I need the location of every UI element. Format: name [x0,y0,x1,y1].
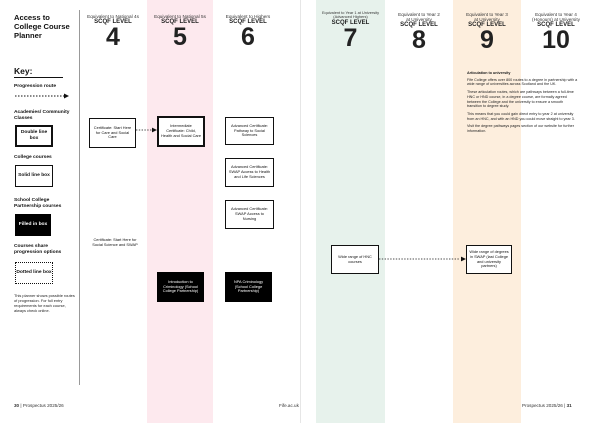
footer-right [522,403,572,408]
key-heading: Key: [14,66,33,76]
column-header-level-6 [215,14,281,50]
course-box-intermediate-child-health [157,116,205,147]
column-equivalent: Equivalent to Year 4 (Honours) at University [532,12,580,23]
key-separator [79,10,80,385]
column-equivalent: Equivalent to National 5s [154,14,206,19]
course-box-pathway-social-sciences [225,117,274,145]
key-double-box-text: Double line box [20,130,48,141]
course-box-swap-health-life-sciences [225,158,274,187]
course-box-introduction-criminology [157,272,204,302]
column-level-label: SCQF LEVEL [161,19,199,26]
column-level-label: SCQF LEVEL [400,22,438,29]
articulation-paragraph: Visit the degree pathways pages section of our website for further information. [467,124,574,134]
column-level-label: SCQF LEVEL [331,19,370,26]
articulation-paragraph: Fife College offers over 800 routes to a degree in partnership with a wide range of universities across Scotland and the UK. [467,77,578,87]
course-box-swap-nursing [225,200,274,229]
course-name: Advanced Certificate: Pathway to Social Sciences [231,122,268,138]
column-level-number: 9 [480,26,494,55]
course-name: Advanced Certificate: SWAP Access to Nursing [231,206,268,221]
page-number-left: 30 [14,403,20,408]
key-solid-box [15,165,53,187]
footer-left [14,403,64,408]
page-gutter [300,0,301,423]
footer-prospectus-left: | Prospectus 2025/26 [20,403,64,408]
key-filled-box-text: Filled in box [18,222,48,227]
articulation-info [467,71,579,137]
key-double-box [15,125,53,147]
course-box-degrees-swap [466,245,512,274]
key-dotted-box [15,262,53,284]
column-header-level-9 [455,12,519,53]
column-level-number: 10 [542,26,570,55]
column-equivalent: Equivalent to Year 2 at University [398,12,440,23]
column-header-level-5 [147,14,213,50]
articulation-paragraph: These articulation routes, which are pathways between a full-time HNC or HND course, in a degree course, are formally agreed between the College and the university to ensure a smooth transition to degree study. [467,90,574,109]
articulation-heading: Articulation to university [467,71,511,75]
key-solid-box-text: Solid line box [18,173,50,178]
column-header-level-4 [80,14,146,50]
column-level-label: SCQF LEVEL [537,22,575,29]
key-partnership-label: School College Partnership courses [14,198,62,209]
column-level-number: 7 [343,23,358,52]
key-dotted-box-text: Dotted line box [16,270,52,275]
course-name: NPA Criminology (School College Partnership) [233,278,264,294]
key-academies-label: Academies/ Community Classes [14,110,70,121]
column-header-level-8 [389,12,449,53]
progression-arrow-4-to-5 [135,127,159,133]
column-equivalent: Equivalent to Year 1 at University (Advanced Highers) [321,10,380,20]
column-header-level-10 [525,12,587,53]
key-note: This planner shows possible routes of progression. For full entry requirements for each course, always check online. [14,293,75,313]
column-equivalent: Equivalent to National 4s [87,14,139,19]
key-filled-box [15,214,51,236]
key-college-label: College courses [14,155,52,160]
course-name: Wide range of HNC courses [338,253,372,264]
column-level-label: SCQF LEVEL [229,19,267,26]
page-number-right: 31 [566,403,572,408]
column-level-number: 8 [412,26,426,55]
column-equivalent: Equivalent to Highers [225,14,271,19]
column-bg-level-9 [453,0,521,423]
course-box-start-here-care [89,118,136,148]
course-name: Intermediate Certificate: Child, Health and Social Care [161,123,202,138]
course-box-hnc-courses [331,245,379,274]
page-title: Access to College Course Planner [14,13,70,40]
course-name: Certificate: Start Here for Care and Social Care [93,124,132,140]
course-name: Wide range of degrees in SWAP (last College and university partners) [469,248,509,269]
course-name: Advanced Certificate: SWAP Access to Health and Life Sciences [228,164,271,179]
footer-prospectus-right: Prospectus 2025/26 | [522,403,566,408]
column-equivalent: Equivalent to Year 3 at University [466,12,508,23]
column-bg-level-7 [316,0,385,423]
course-box-start-here-social-science [89,229,141,257]
column-bg-level-5 [147,0,213,423]
key-shared-label: Courses share progression options [14,244,62,255]
column-level-label: SCQF LEVEL [468,22,506,29]
course-name: Introduction to Criminology (School College Partnership) [162,278,199,294]
column-header-level-7 [316,11,385,51]
course-name: Certificate: Start Here for Social Science and SWAP [92,237,138,247]
key-progression-arrow [14,93,70,99]
footer-website: Fife.ac.uk [279,403,299,408]
column-level-number: 5 [173,23,187,52]
key-divider [14,77,63,78]
progression-arrow-7-to-9 [378,256,468,262]
column-level-label: SCQF LEVEL [94,19,132,26]
course-box-npa-criminology [225,272,272,302]
column-level-number: 4 [106,23,120,52]
column-level-number: 6 [241,23,255,52]
key-progression-label: Progression route [14,84,57,89]
articulation-paragraph: This means that you could gain direct entry to year 2 at university from an HNC, and with an HND you could move straight to year 3. [467,111,575,121]
